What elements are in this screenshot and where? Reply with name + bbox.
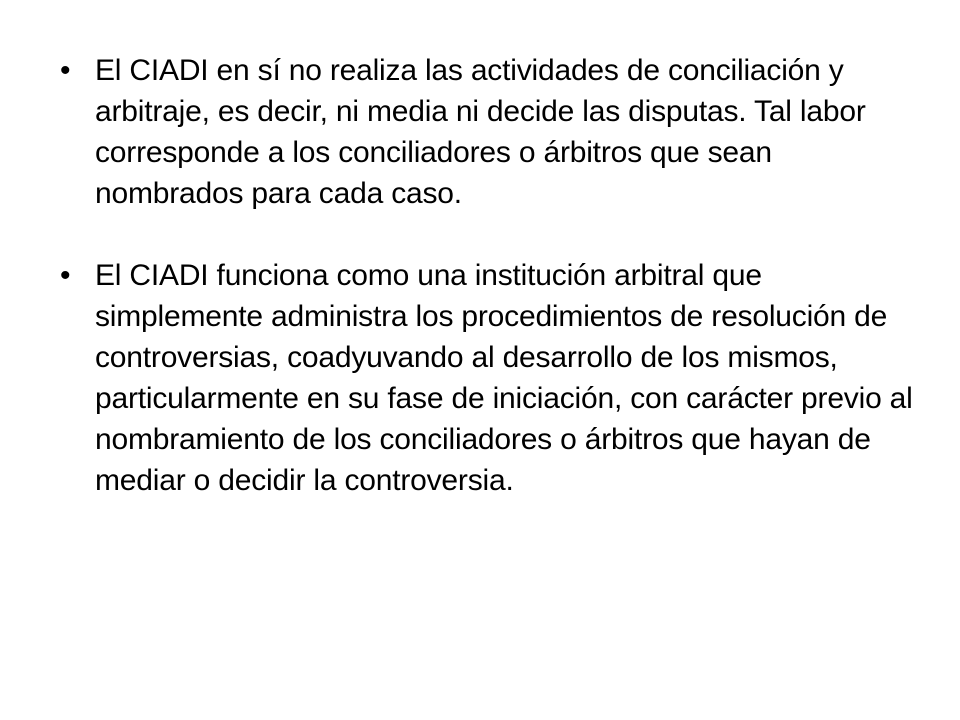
bullet-item-1 <box>60 50 920 214</box>
bullet-marker-icon: • <box>60 54 71 87</box>
bullet-text-1: El CIADI en sí no realiza las actividades de conciliación y arbitraje, es decir, ni media ni decide las disputas. Tal labor corresponde a los conciliadores o árbitros que sean nombrados para cada caso. <box>95 54 866 210</box>
bullet-marker-icon: • <box>60 259 71 292</box>
bullet-list <box>60 50 920 501</box>
bullet-item-2 <box>60 255 920 501</box>
bullet-text-2: El CIADI funciona como una institución arbitral que simplemente administra los procedimientos de resolución de controversias, coadyuvando al desarrollo de los mismos, particularmente en su fase de iniciación, con carácter previo al nombramiento de los conciliadores o árbitros que hayan de mediar o decidir la controversia. <box>95 259 913 497</box>
